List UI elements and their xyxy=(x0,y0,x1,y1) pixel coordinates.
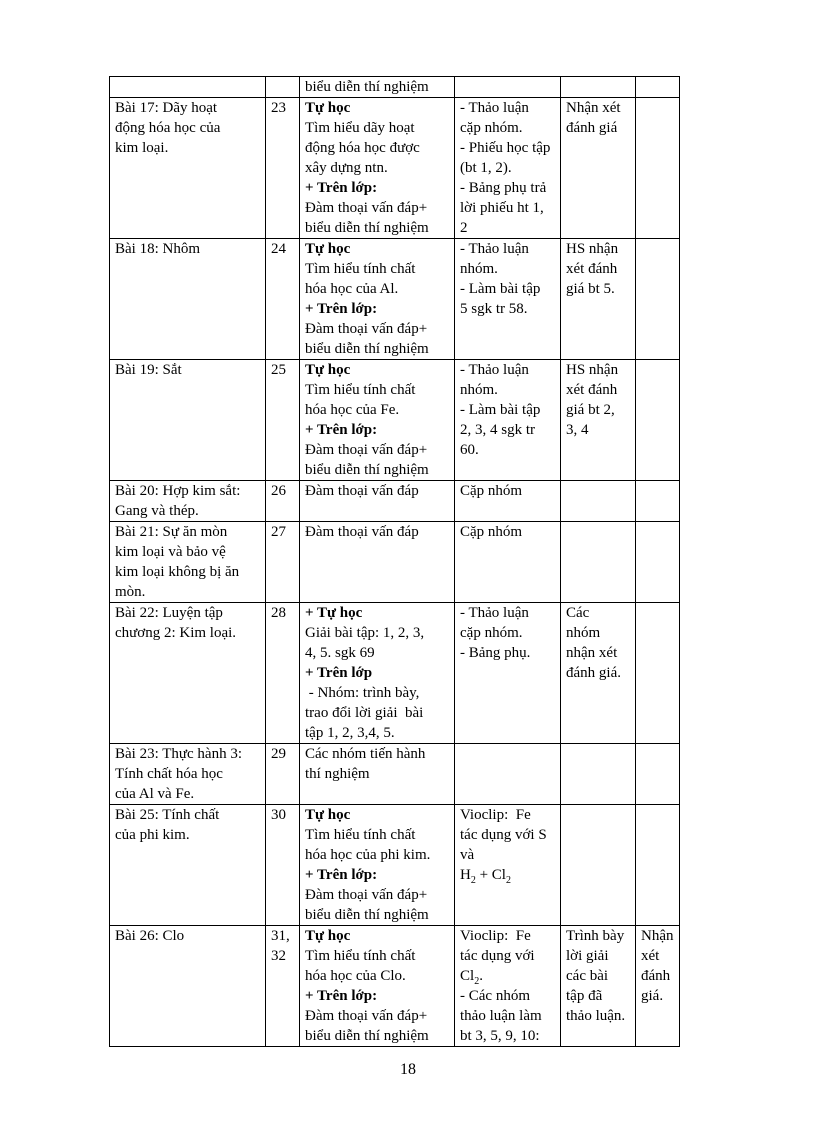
activity-cell xyxy=(455,926,561,1047)
lesson-cell xyxy=(110,805,266,926)
activity-cell xyxy=(455,481,561,522)
assessment-cell xyxy=(561,239,636,360)
cell-line: Đàm thoại vấn đáp+ xyxy=(305,200,428,216)
cell-line: đánh giá xyxy=(566,120,618,136)
assessment-cell xyxy=(561,360,636,481)
method-cell xyxy=(300,98,455,239)
lesson-plan-table xyxy=(109,76,680,1047)
cell-line: nhóm. xyxy=(460,261,498,277)
cell-line: Bài 23: Thực hành 3: xyxy=(115,746,243,762)
period-number: 23 xyxy=(271,100,286,116)
cell-line: biểu diễn thí nghiệm xyxy=(305,220,429,236)
cell-line: biểu diễn thí nghiệm xyxy=(305,462,429,478)
cell-line: mòn. xyxy=(115,584,146,600)
period-number: 30 xyxy=(271,807,286,823)
cell-line: động hóa học của xyxy=(115,120,221,136)
cell-line: giá bt 5. xyxy=(566,281,615,297)
activity-cell xyxy=(455,805,561,926)
cell-line: tập 1, 2, 3,4, 5. xyxy=(305,725,395,741)
period-number: 27 xyxy=(271,524,286,540)
cell-line: Bài 25: Tính chất xyxy=(115,807,220,823)
cell-line: - Thảo luận xyxy=(460,605,529,621)
extra-cell xyxy=(636,481,680,522)
cell-line: của phi kim. xyxy=(115,827,190,843)
cell-line: tác dụng với S xyxy=(460,827,547,843)
table-row xyxy=(110,522,680,603)
activity-cell xyxy=(455,77,561,98)
cell-line: Bài 22: Luyện tập xyxy=(115,605,223,621)
cell-line: Đàm thoại vấn đáp+ xyxy=(305,1008,428,1024)
extra-cell xyxy=(636,239,680,360)
period-number: 25 xyxy=(271,362,286,378)
cell-line: 4, 5. sgk 69 xyxy=(305,645,375,661)
cell-line: Đàm thoại vấn đáp+ xyxy=(305,321,428,337)
extra-cell xyxy=(636,926,680,1047)
cell-line: Đàm thoại vấn đáp xyxy=(305,483,419,499)
lesson-cell xyxy=(110,744,266,805)
period-number: 24 xyxy=(271,241,286,257)
extra-cell xyxy=(636,522,680,603)
cell-line: Tìm hiểu tính chất xyxy=(305,261,416,277)
cell-line: biểu diễn thí nghiệm xyxy=(305,1028,429,1044)
period-number: 31, xyxy=(271,928,290,944)
cell-line: - Thảo luận xyxy=(460,362,529,378)
cell-line: trao đổi lời giải bài xyxy=(305,705,424,721)
cell-line: Trình bày xyxy=(566,928,625,944)
chemical-formula xyxy=(460,966,555,986)
cell-line: thảo luận. xyxy=(566,1008,626,1024)
assessment-cell xyxy=(561,744,636,805)
cell-line: biểu diễn thí nghiệm xyxy=(305,907,429,923)
cell-line: nhận xét xyxy=(566,645,618,661)
cell-line: Cặp nhóm xyxy=(460,524,523,540)
assessment-cell xyxy=(561,805,636,926)
cell-line: + Trên lớp xyxy=(305,665,373,681)
cell-line: Tự học xyxy=(305,100,351,116)
formula-text: + Cl xyxy=(475,867,506,883)
extra-cell xyxy=(636,360,680,481)
lesson-cell xyxy=(110,522,266,603)
period-number: 28 xyxy=(271,605,286,621)
table-row xyxy=(110,481,680,522)
period-cell xyxy=(266,603,300,744)
activity-cell xyxy=(455,239,561,360)
formula-text: Cl xyxy=(460,968,475,984)
activity-cell xyxy=(455,603,561,744)
method-cell xyxy=(300,926,455,1047)
cell-line: + Trên lớp: xyxy=(305,988,378,1004)
period-cell xyxy=(266,77,300,98)
period-number: 32 xyxy=(271,948,286,964)
cell-line: của Al và Fe. xyxy=(115,786,195,802)
cell-line: Tự học xyxy=(305,362,351,378)
extra-cell xyxy=(636,805,680,926)
activity-cell xyxy=(455,522,561,603)
extra-cell xyxy=(636,77,680,98)
method-cell xyxy=(300,360,455,481)
cell-line: Bài 18: Nhôm xyxy=(115,241,200,257)
cell-line: Đàm thoại vấn đáp+ xyxy=(305,442,428,458)
cell-line: lời giải xyxy=(566,948,609,964)
cell-line: - Bảng phụ. xyxy=(460,645,531,661)
cell-line: Gang và thép. xyxy=(115,503,199,519)
activity-cell xyxy=(455,98,561,239)
table-row xyxy=(110,98,680,239)
formula-subscript: 2 xyxy=(470,875,476,886)
cell-line: Tự học xyxy=(305,928,351,944)
formula-text: . xyxy=(479,968,483,984)
cell-line: hóa học của Al. xyxy=(305,281,399,297)
cell-line: 60. xyxy=(460,442,479,458)
cell-line: xét xyxy=(641,948,660,964)
cell-line: - Bảng phụ trả xyxy=(460,180,547,196)
cell-line: xây dựng ntn. xyxy=(305,160,388,176)
chemical-formula xyxy=(460,865,555,885)
cell-line: Nhận xét xyxy=(566,100,621,116)
cell-line: + Tự học xyxy=(305,605,363,621)
cell-line: giá bt 2, xyxy=(566,402,615,418)
cell-line: biểu diễn thí nghiệm xyxy=(305,341,429,357)
cell-line: xét đánh xyxy=(566,382,618,398)
cell-line: + Trên lớp: xyxy=(305,180,378,196)
cell-line: kim loại không bị ăn xyxy=(115,564,240,580)
cell-line: cặp nhóm. xyxy=(460,120,523,136)
table-row xyxy=(110,360,680,481)
table-row xyxy=(110,239,680,360)
cell-line: tác dụng với xyxy=(460,948,535,964)
formula-subscript: 2 xyxy=(505,875,511,886)
period-number: 26 xyxy=(271,483,286,499)
cell-line: nhóm xyxy=(566,625,601,641)
cell-line: tập đã xyxy=(566,988,603,1004)
activity-cell xyxy=(455,360,561,481)
cell-line: 5 sgk tr 58. xyxy=(460,301,528,317)
cell-line: - Các nhóm xyxy=(460,988,530,1004)
cell-line: Bài 19: Sắt xyxy=(115,362,182,378)
cell-line: - Phiếu học tập xyxy=(460,140,551,156)
cell-line: + Trên lớp: xyxy=(305,867,378,883)
cell-line: xét đánh xyxy=(566,261,618,277)
cell-line: 2, 3, 4 sgk tr xyxy=(460,422,535,438)
assessment-cell xyxy=(561,522,636,603)
lesson-cell xyxy=(110,77,266,98)
cell-line: các bài xyxy=(566,968,609,984)
assessment-cell xyxy=(561,603,636,744)
period-number: 29 xyxy=(271,746,286,762)
assessment-cell xyxy=(561,77,636,98)
lesson-cell xyxy=(110,603,266,744)
cell-line: Tự học xyxy=(305,807,351,823)
cell-line: và xyxy=(460,847,475,863)
table-row xyxy=(110,77,680,98)
cell-line: động hóa học được xyxy=(305,140,420,156)
period-cell xyxy=(266,522,300,603)
period-cell xyxy=(266,481,300,522)
cell-line: Tìm hiểu tính chất xyxy=(305,382,416,398)
lesson-cell xyxy=(110,239,266,360)
activity-cell xyxy=(455,744,561,805)
cell-line: 2 xyxy=(460,220,468,236)
cell-line: Các nhóm tiến hành xyxy=(305,746,426,762)
lesson-cell xyxy=(110,926,266,1047)
cell-line: - Làm bài tập xyxy=(460,281,541,297)
cell-line: chương 2: Kim loại. xyxy=(115,625,237,641)
method-cell xyxy=(300,77,455,98)
method-cell xyxy=(300,522,455,603)
cell-line: - Nhóm: trình bày, xyxy=(305,685,420,701)
cell-line: (bt 1, 2). xyxy=(460,160,512,176)
cell-line: hóa học của phi kim. xyxy=(305,847,431,863)
lesson-cell xyxy=(110,98,266,239)
period-cell xyxy=(266,805,300,926)
method-cell xyxy=(300,744,455,805)
cell-line: Bài 17: Dãy hoạt xyxy=(115,100,218,116)
assessment-cell xyxy=(561,98,636,239)
lesson-cell xyxy=(110,360,266,481)
cell-line: Vioclip: Fe xyxy=(460,928,531,944)
cell-line: - Làm bài tập xyxy=(460,402,541,418)
assessment-cell xyxy=(561,926,636,1047)
cell-line: Tính chất hóa học xyxy=(115,766,223,782)
extra-cell xyxy=(636,744,680,805)
page-number: 18 xyxy=(400,1061,416,1078)
table-row xyxy=(110,744,680,805)
formula-text: H xyxy=(460,867,471,883)
cell-line: Đàm thoại vấn đáp+ xyxy=(305,887,428,903)
cell-line: + Trên lớp: xyxy=(305,301,378,317)
cell-line: 3, 4 xyxy=(566,422,589,438)
cell-line: Bài 21: Sự ăn mòn xyxy=(115,524,228,540)
cell-line: Tự học xyxy=(305,241,351,257)
period-cell xyxy=(266,360,300,481)
table-row xyxy=(110,805,680,926)
cell-line: - Thảo luận xyxy=(460,100,529,116)
cell-line: thí nghiệm xyxy=(305,766,370,782)
method-cell xyxy=(300,239,455,360)
method-cell xyxy=(300,603,455,744)
cell-line: kim loại và bảo vệ xyxy=(115,544,226,560)
cell-line: bt 3, 5, 9, 10: xyxy=(460,1028,540,1044)
cell-line: Các xyxy=(566,605,590,621)
cell-line: đánh giá. xyxy=(566,665,621,681)
cell-line: Cặp nhóm xyxy=(460,483,523,499)
cell-line: Nhận xyxy=(641,928,674,944)
lesson-cell xyxy=(110,481,266,522)
extra-cell xyxy=(636,603,680,744)
method-cell xyxy=(300,481,455,522)
period-cell xyxy=(266,744,300,805)
cell-line: + Trên lớp: xyxy=(305,422,378,438)
assessment-cell xyxy=(561,481,636,522)
cell-line: HS nhận xyxy=(566,362,619,378)
cell-line: hóa học của Clo. xyxy=(305,968,406,984)
extra-cell xyxy=(636,98,680,239)
table-body xyxy=(110,77,680,1047)
formula-subscript: 2 xyxy=(474,976,480,987)
cell-line: nhóm. xyxy=(460,382,498,398)
cell-line: cặp nhóm. xyxy=(460,625,523,641)
cell-line: Tìm hiểu tính chất xyxy=(305,827,416,843)
cell-line: Vioclip: Fe xyxy=(460,807,531,823)
cell-line: thảo luận làm xyxy=(460,1008,542,1024)
cell-line: Đàm thoại vấn đáp xyxy=(305,524,419,540)
cell-line: - Thảo luận xyxy=(460,241,529,257)
cell-line: Tìm hiểu tính chất xyxy=(305,948,416,964)
cell-line: kim loại. xyxy=(115,140,169,156)
cell-line: giá. xyxy=(641,988,664,1004)
cell-line: HS nhận xyxy=(566,241,619,257)
table-row xyxy=(110,603,680,744)
cell-line: Tìm hiểu dãy hoạt xyxy=(305,120,415,136)
cell-line: biểu diễn thí nghiệm xyxy=(305,79,429,95)
period-cell xyxy=(266,926,300,1047)
cell-line: hóa học của Fe. xyxy=(305,402,400,418)
cell-line: Giải bài tập: 1, 2, 3, xyxy=(305,625,425,641)
cell-line: lời phiếu ht 1, xyxy=(460,200,544,216)
period-cell xyxy=(266,98,300,239)
cell-line: Bài 26: Clo xyxy=(115,928,185,944)
period-cell xyxy=(266,239,300,360)
cell-line: đánh xyxy=(641,968,671,984)
method-cell xyxy=(300,805,455,926)
table-row xyxy=(110,926,680,1047)
cell-line: Bài 20: Hợp kim sắt: xyxy=(115,483,241,499)
